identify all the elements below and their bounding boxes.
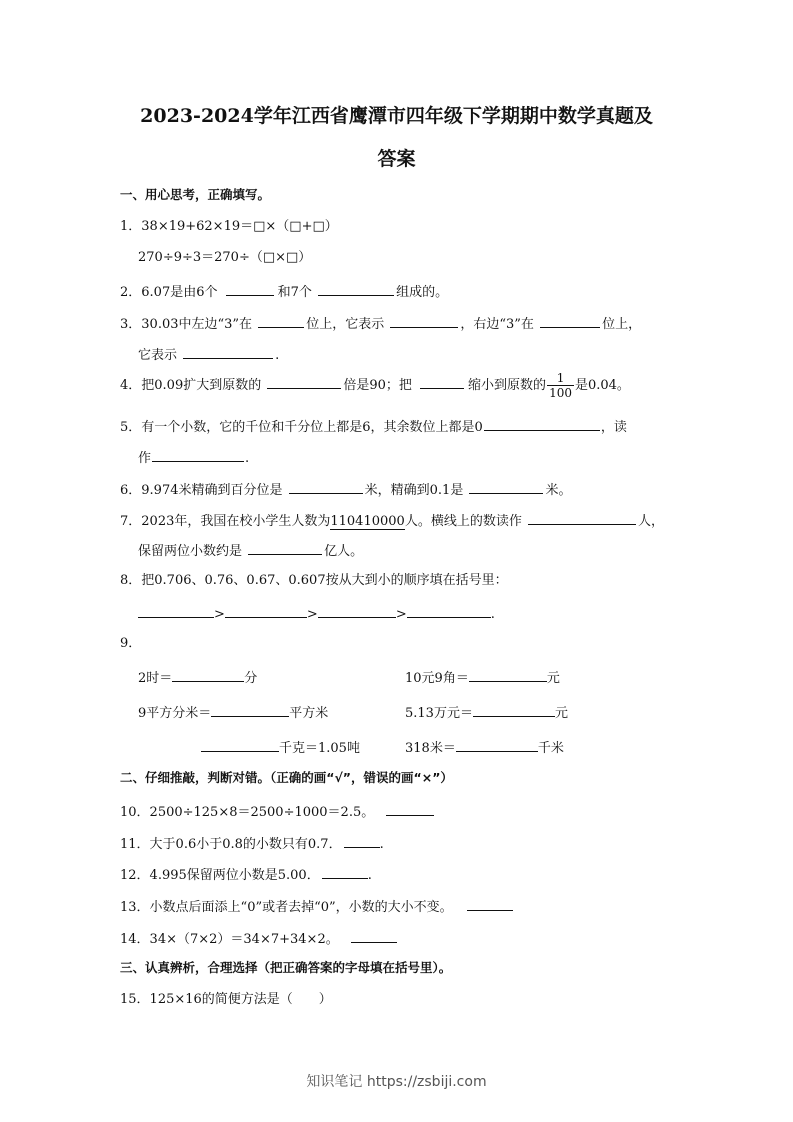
question-10-text: 10．2500÷125×8＝2500÷1000＝2.5。 [120, 805, 375, 820]
answer-blank[interactable] [248, 541, 322, 555]
period: . [367, 868, 372, 883]
answer-blank[interactable] [456, 738, 538, 752]
fraction-numerator: 1 [547, 371, 574, 386]
answer-blank[interactable] [467, 897, 513, 911]
answer-blank[interactable] [344, 834, 380, 848]
question-7-text-d: 保留两位小数约是 [138, 544, 243, 559]
question-8-line2 [138, 604, 495, 623]
document-title-line1: 2023-2024学年江西省鹰潭市四年级下学期期中数学真题及 [140, 105, 653, 127]
answer-blank[interactable] [152, 448, 244, 462]
question-15: 15．125×16的简便方法是（ ） [120, 992, 332, 1007]
period: . [379, 837, 384, 852]
answer-blank[interactable] [386, 802, 434, 816]
answer-blank[interactable] [407, 604, 491, 618]
answer-blank[interactable] [469, 668, 547, 682]
section-1-heading: 一、用心思考，正确填写。 [120, 187, 271, 202]
question-6 [120, 480, 571, 499]
q9-unit: 千米 [537, 741, 564, 756]
question-2-text-b: 和7个 [277, 285, 312, 300]
question-7-line1 [120, 511, 664, 530]
fraction-one-hundredth [547, 371, 574, 400]
question-3-text-a: 3．30.03中左边“3”在 [120, 317, 253, 332]
question-4-text-b: 倍是90；把 [343, 378, 412, 393]
fraction-denominator: 100 [549, 386, 572, 400]
question-2-text-c: 组成的。 [396, 285, 449, 300]
question-9-row2-left [138, 703, 328, 722]
answer-blank[interactable] [211, 703, 289, 717]
question-3-line2 [138, 345, 279, 364]
question-9-row1-left [138, 668, 257, 687]
question-13-text: 13．小数点后面添上“0”或者去掉“0”，小数的大小不变。 [120, 900, 453, 915]
question-2-text-a: 2．6.07是由6个 [120, 285, 218, 300]
question-12-text: 12．4.995保留两位小数是5.00． [120, 868, 320, 883]
question-6-text-a: 6．9.974米精确到百分位是 [120, 483, 283, 498]
question-14 [120, 929, 397, 948]
answer-blank[interactable] [267, 375, 341, 389]
answer-blank[interactable] [201, 738, 279, 752]
answer-blank[interactable] [469, 480, 543, 494]
q9-text: 10元9角＝ [405, 671, 469, 686]
question-7-line2 [138, 541, 363, 560]
question-1-line1: 1．38×19+62×19＝□×（□+□） [120, 219, 338, 234]
question-14-text: 14．34×（7×2）＝34×7+34×2。 [120, 932, 339, 947]
q9-text: 5.13万元＝ [405, 706, 473, 721]
question-6-text-b: 米，精确到0.1是 [364, 483, 464, 498]
question-7-text-a: 7．2023年，我国在校小学生人数为 [120, 514, 331, 529]
answer-blank[interactable] [138, 604, 214, 618]
answer-blank[interactable] [318, 604, 396, 618]
question-5-text-d: . [245, 451, 250, 466]
q9-text: 2时＝ [138, 671, 173, 686]
answer-blank[interactable] [322, 865, 368, 879]
answer-blank[interactable] [172, 668, 244, 682]
question-3-text-f: . [275, 348, 280, 363]
q9-text: 9平方分米＝ [138, 706, 212, 721]
question-7-text-b: 人。横线上的数读作 [404, 514, 522, 529]
answer-blank[interactable] [289, 480, 363, 494]
question-2 [120, 282, 448, 301]
greater-than-sign: > [306, 607, 318, 622]
question-7-text-c: 人， [637, 514, 664, 529]
underlined-number: 110410000 [330, 514, 405, 529]
question-9-row3-right [405, 738, 564, 757]
answer-blank[interactable] [318, 282, 394, 296]
section-2-heading: 二、仔细推敲，判断对错。（正确的画“√”，错误的画“×”） [120, 770, 453, 785]
question-5-text-a: 5．有一个小数，它的千位和千分位上都是6，其余数位上都是0 [120, 420, 483, 435]
period: . [490, 607, 495, 622]
answer-blank[interactable] [420, 375, 464, 389]
question-13 [120, 897, 513, 916]
question-9-row3-left [201, 738, 360, 757]
answer-blank[interactable] [351, 929, 397, 943]
answer-blank[interactable] [540, 314, 600, 328]
answer-blank[interactable] [390, 314, 458, 328]
answer-blank[interactable] [226, 282, 274, 296]
question-1-line2: 270÷9÷3＝270÷（□×□） [138, 250, 312, 265]
question-9-row2-right [405, 703, 568, 722]
question-4-text-c: 缩小到原数的 [468, 378, 547, 393]
greater-than-sign: > [395, 607, 407, 622]
question-3-text-d: 位上， [602, 317, 642, 332]
greater-than-sign: > [214, 607, 225, 622]
question-9-label: 9． [120, 636, 142, 651]
question-4-text-d: 是0.04。 [574, 378, 630, 393]
question-11 [120, 834, 384, 853]
q9-unit: 平方米 [289, 706, 329, 721]
question-7-text-e: 亿人。 [324, 544, 364, 559]
question-3-text-e: 它表示 [138, 348, 178, 363]
q9-text: 318米＝ [405, 741, 456, 756]
question-3-text-c: ，右边“3”在 [460, 317, 534, 332]
answer-blank[interactable] [484, 417, 600, 431]
question-9-row1-right [405, 668, 560, 687]
document-title-line2: 答案 [377, 148, 416, 170]
question-3-line1 [120, 314, 641, 333]
question-5-text-b: ，读 [600, 420, 627, 435]
q9-unit: 元 [554, 706, 568, 721]
footer-watermark: 知识笔记 https://zsbiji.com [306, 1074, 487, 1090]
question-3-text-b: 位上，它表示 [306, 317, 385, 332]
answer-blank[interactable] [528, 511, 636, 525]
question-6-text-c: 米。 [545, 483, 572, 498]
question-11-text: 11．大于0.6小于0.8的小数只有0.7． [120, 837, 342, 852]
answer-blank[interactable] [183, 345, 273, 359]
question-5-line1 [120, 417, 627, 436]
q9-text: 千克＝1.05吨 [279, 741, 360, 756]
answer-blank[interactable] [258, 314, 304, 328]
q9-unit: 分 [244, 671, 258, 686]
section-3-heading: 三、认真辨析，合理选择（把正确答案的字母填在括号里）。 [120, 960, 452, 975]
question-4-text-a: 4．把0.09扩大到原数的 [120, 378, 262, 393]
answer-blank[interactable] [473, 703, 555, 717]
question-12 [120, 865, 372, 884]
question-5-line2 [138, 448, 249, 467]
question-5-text-c: 作 [138, 451, 152, 466]
question-10 [120, 802, 434, 821]
answer-blank[interactable] [225, 604, 307, 618]
question-4 [120, 368, 630, 404]
question-8-line1: 8．把0.706、0.76、0.67、0.607按从大到小的顺序填在括号里： [120, 573, 508, 588]
q9-unit: 元 [546, 671, 560, 686]
